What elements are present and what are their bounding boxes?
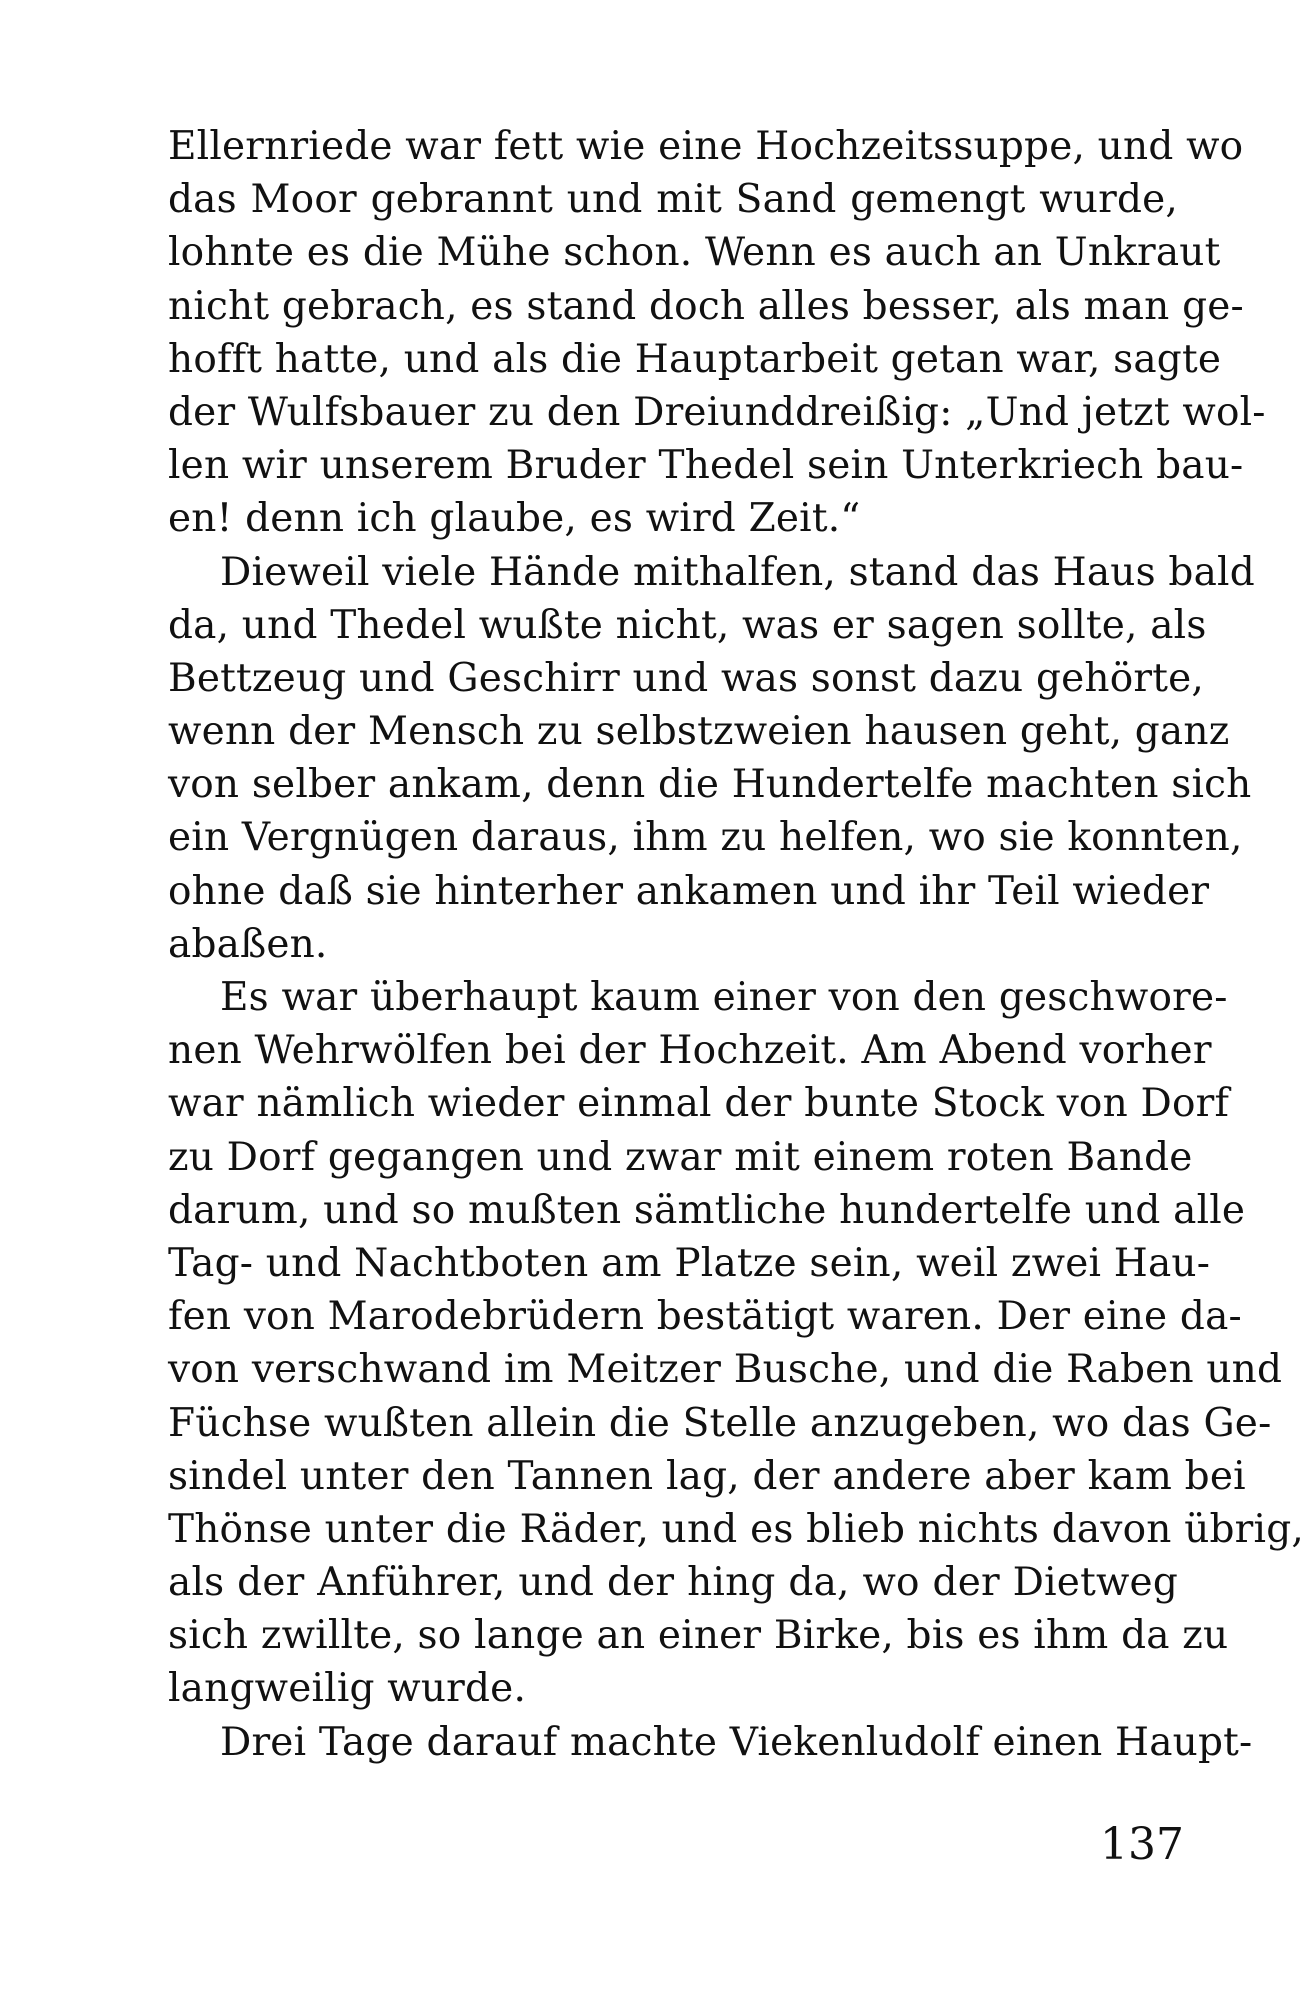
text-line: langweilig wurde. — [168, 1666, 527, 1712]
text-line: ohne daß sie hinterher ankamen und ihr Teil wieder — [168, 868, 1210, 914]
text-line: da, und Thedel wußte nicht, was er sagen sollte, als — [168, 602, 1207, 648]
text-line: als der Anführer, und der hing da, wo der Dietweg — [168, 1560, 1178, 1606]
text-line: sich zwillte, so lange an einer Birke, bis es ihm da zu — [168, 1613, 1229, 1659]
text-line: ein Vergnügen daraus, ihm zu helfen, wo sie konnten, — [168, 815, 1243, 861]
text-line: Ellernriede war fett wie eine Hochzeitssuppe, und wo — [168, 124, 1244, 169]
text-line: Bettzeug und Geschirr und was sonst dazu gehörte, — [168, 655, 1205, 701]
text-line: darum, und so mußten sämtliche hundertelfe und alle — [168, 1187, 1246, 1233]
text-line: war nämlich wieder einmal der bunte Stock von Dorf — [168, 1081, 1230, 1127]
paragraph-start: Dieweil viele Hände mithalfen, stand das Haus bald — [220, 549, 1255, 595]
text-line: en! denn ich glaube, es wird Zeit.“ — [168, 496, 861, 542]
text-line: von selber ankam, denn die Hundertelfe machten sich — [168, 762, 1252, 808]
page-number: 137 — [1100, 1819, 1184, 1870]
text-line: Tag- und Nachtboten am Platze sein, weil zwei Hau- — [168, 1240, 1211, 1286]
text-line: len wir unserem Bruder Thedel sein Unterkriech bau- — [168, 443, 1244, 489]
text-line: lohnte es die Mühe schon. Wenn es auch an Unkraut — [168, 230, 1221, 276]
text-line: von verschwand im Meitzer Busche, und die Raben und — [168, 1347, 1283, 1393]
text-line: zu Dorf gegangen und zwar mit einem roten Bande — [168, 1134, 1193, 1180]
text-line: abaßen. — [168, 921, 328, 967]
body-text — [168, 120, 1304, 1769]
paragraph-start: Es war überhaupt kaum einer von den geschwore- — [220, 975, 1228, 1020]
text-line: wenn der Mensch zu selbstzweien hausen geht, ganz — [168, 709, 1230, 755]
paragraph-start: Drei Tage darauf machte Viekenludolf einen Haupt- — [220, 1719, 1253, 1765]
text-line: der Wulfsbauer zu den Dreiunddreißig: „Und jetzt wol- — [168, 389, 1266, 435]
text-line: Füchse wußten allein die Stelle anzugeben, wo das Ge- — [168, 1400, 1272, 1446]
text-line: hofft hatte, und als die Hauptarbeit getan war, sagte — [168, 336, 1222, 382]
text-line: nicht gebrach, es stand doch alles besser, als man ge- — [168, 283, 1244, 329]
text-line: fen von Marodebrüdern bestätigt waren. Der eine da- — [168, 1294, 1242, 1340]
text-line: das Moor gebrannt und mit Sand gemengt wurde, — [168, 177, 1178, 223]
text-line: sindel unter den Tannen lag, der andere aber kam bei — [168, 1453, 1246, 1499]
text-line: nen Wehrwölfen bei der Hochzeit. Am Abend vorher — [168, 1028, 1212, 1074]
text-line: Thönse unter die Räder, und es blieb nichts davon übrig, — [168, 1506, 1304, 1552]
